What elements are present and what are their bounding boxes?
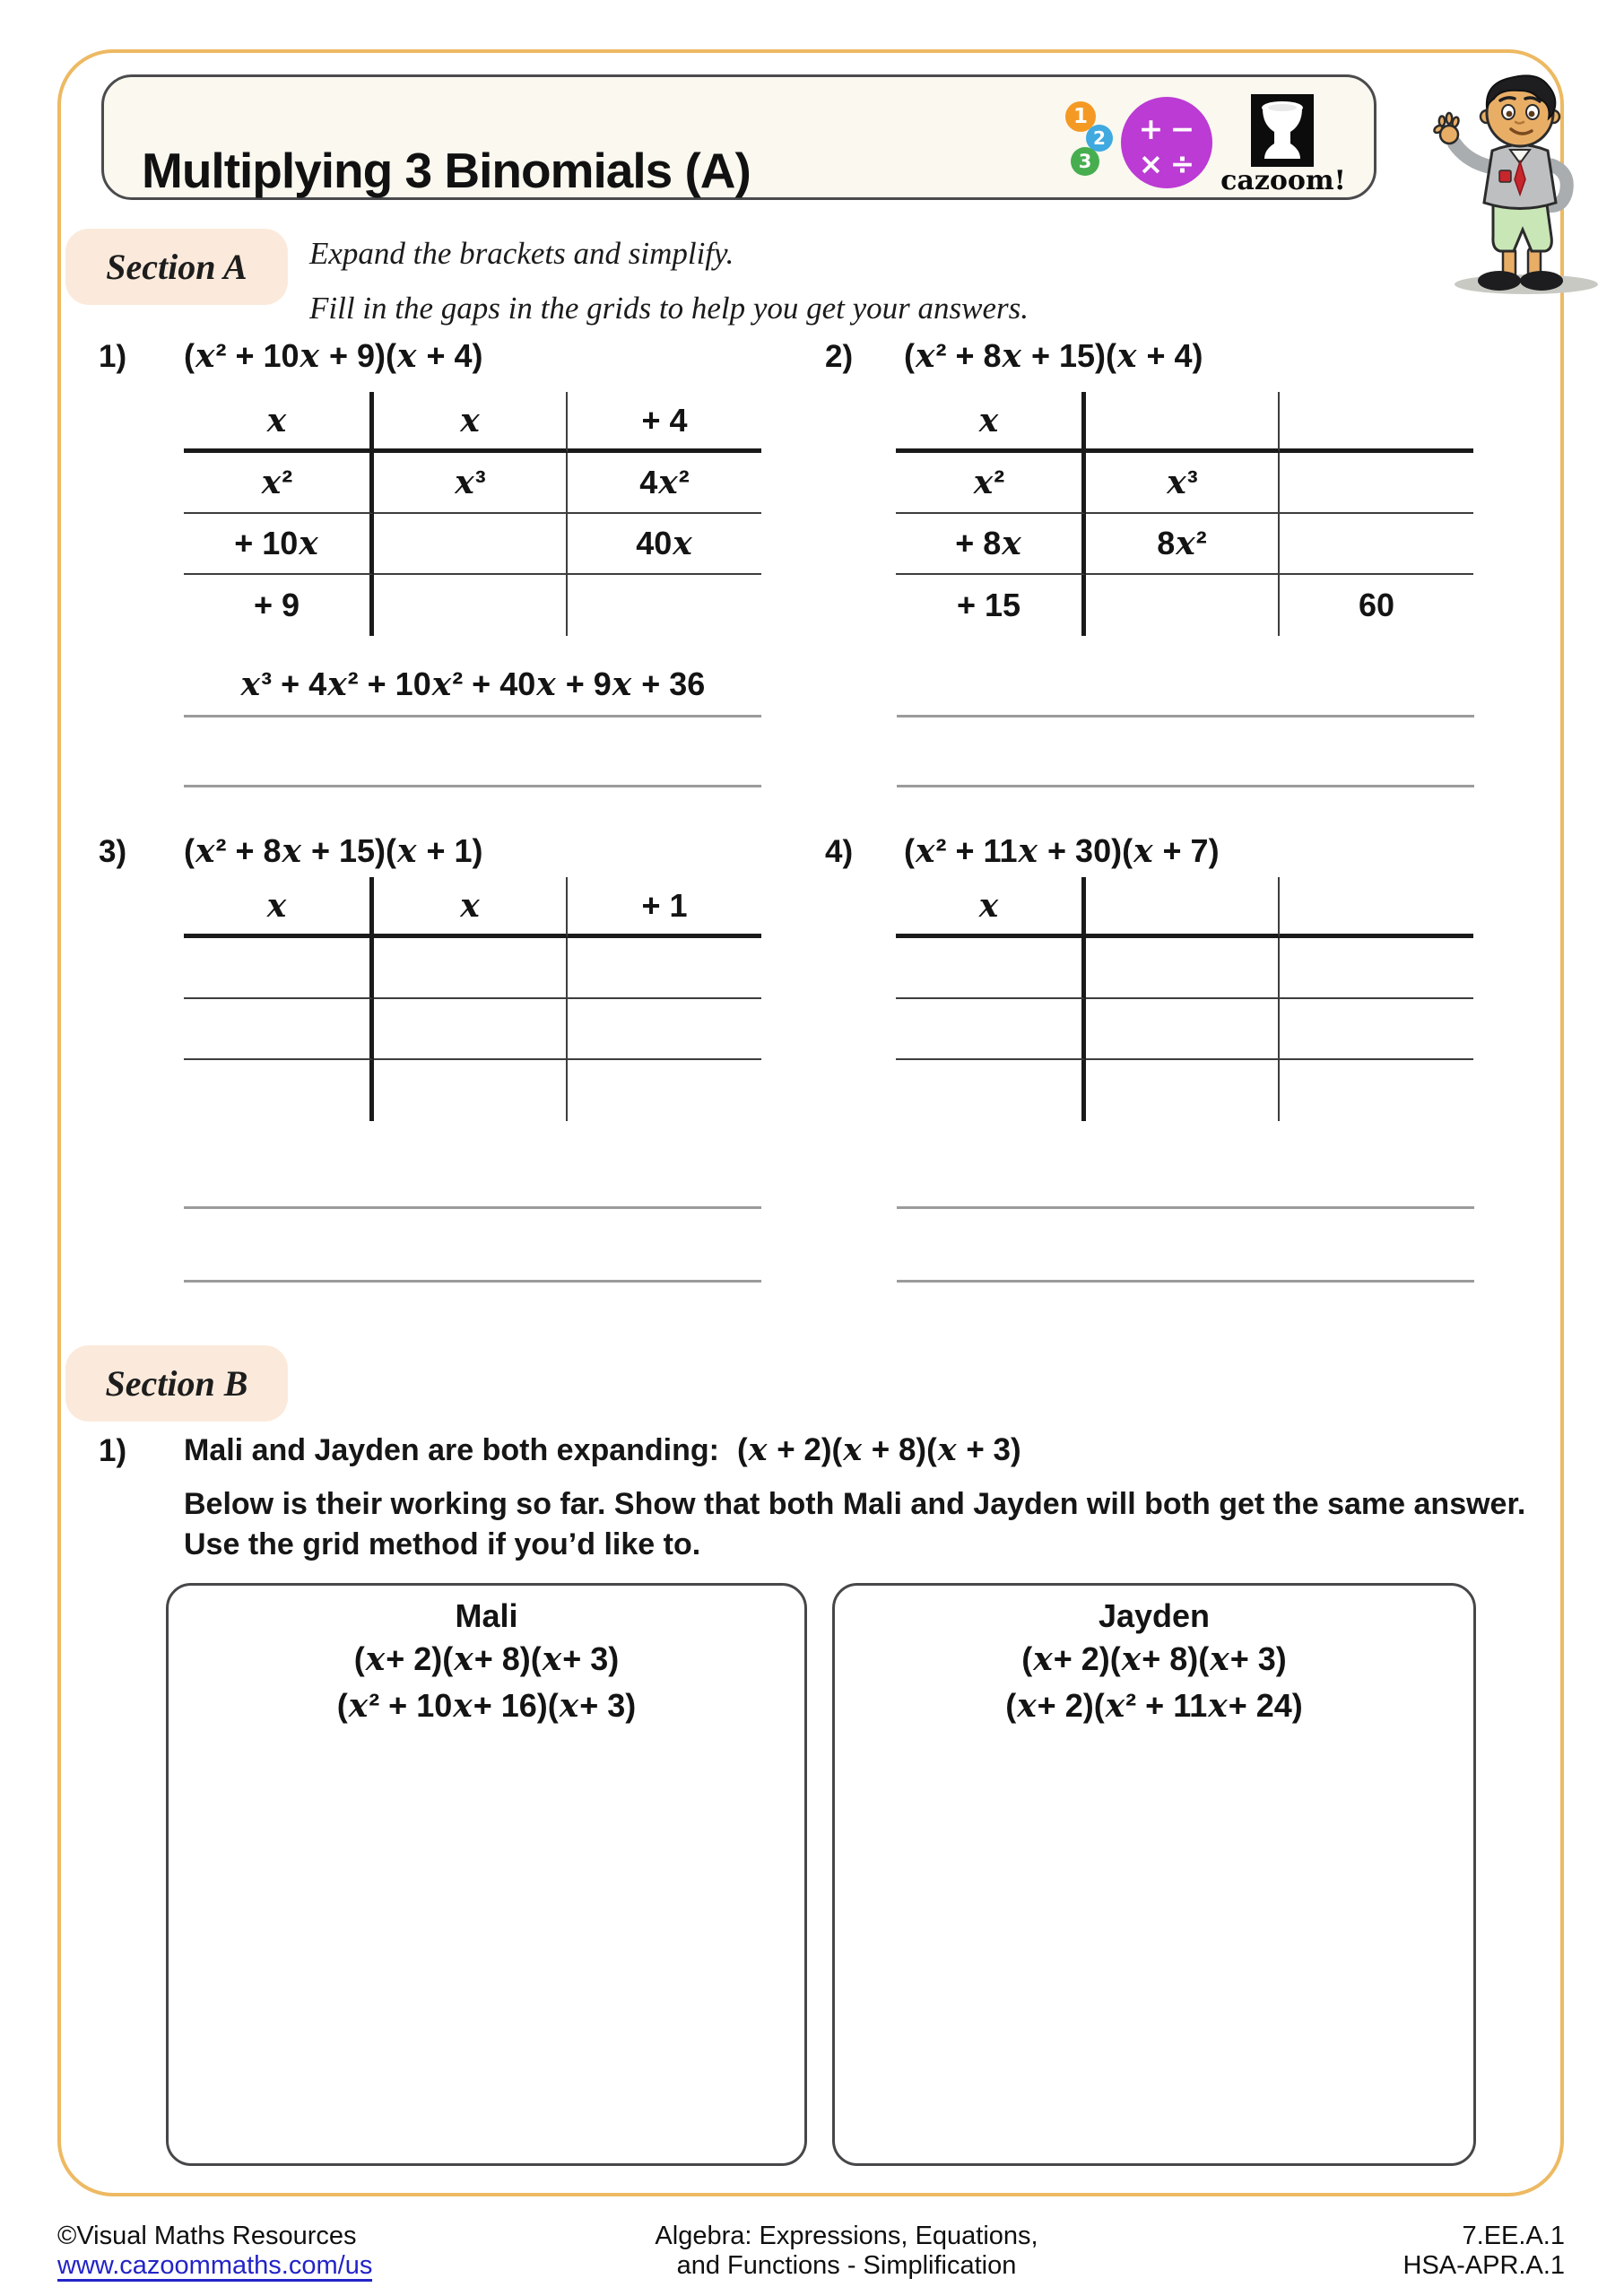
problem-2-expression: (x² + 8x + 15)(x + 4): [904, 337, 1203, 375]
grid-corner-label: x: [896, 877, 1086, 938]
grid-row-label: [184, 938, 374, 999]
grid-col-header: + 4: [568, 392, 761, 453]
footer-standard-line-1: 7.EE.A.1: [1462, 2222, 1565, 2250]
working-line: ( x + 2)( x + 8)( x + 3): [1021, 1640, 1287, 1678]
grid-cell: [1280, 1060, 1473, 1121]
grid-cell: [1280, 514, 1473, 575]
section-b-body-line-2: Use the grid method if you’d like to.: [184, 1527, 701, 1561]
grid-cell: [1086, 1060, 1280, 1121]
section-b-intro-expression: (x + 2)(x + 8)(x + 3): [737, 1431, 1021, 1468]
grid-col-header: [1086, 392, 1280, 453]
problem-3-grid: [184, 877, 761, 1121]
footer-center: [533, 2222, 1160, 2281]
grid-cell: [1086, 999, 1280, 1060]
section-b-intro-row: [184, 1431, 1021, 1468]
badge-number-1-icon: 1: [1065, 101, 1096, 132]
grid-cell: [568, 575, 761, 636]
problem-1-expression: (x² + 10x + 9)(x + 4): [184, 337, 483, 375]
grid-row-label: [896, 999, 1086, 1060]
section-b-chip: [65, 1345, 288, 1422]
problem-2-grid: [896, 392, 1473, 636]
answer-line: [184, 785, 761, 787]
grid-cell: [374, 1060, 568, 1121]
student-name: Jayden: [1098, 1597, 1211, 1634]
working-line: ( x + 2)( x ² + 11 x + 24): [1005, 1687, 1303, 1725]
section-b-intro-text: Mali and Jayden are both expanding:: [184, 1433, 719, 1467]
footer-subject-line-1: Algebra: Expressions, Equations,: [655, 2222, 1038, 2250]
footer-subject-line-2: and Functions - Simplification: [676, 2251, 1017, 2280]
grid-row-label: + 8 x: [896, 514, 1086, 575]
grid-row-label: x ²: [184, 453, 374, 514]
grid-col-header: x: [374, 877, 568, 938]
problem-4-expression: (x² + 11x + 30)(x + 7): [904, 832, 1220, 870]
section-a-instructions: [309, 226, 1029, 335]
grid-row-label: + 15: [896, 575, 1086, 636]
section-b-body-line-1: Below is their working so far. Show that both Mali and Jayden will both get the same answer.: [184, 1487, 1526, 1521]
problem-4-grid: [896, 877, 1473, 1121]
footer-copyright: ©Visual Maths Resources: [57, 2222, 357, 2250]
answer-line: [897, 715, 1474, 718]
grid-cell: 4 x ²: [568, 453, 761, 514]
footer-left: [57, 2222, 372, 2282]
mascot-boy-illustration: [1424, 61, 1612, 299]
instruction-line-2: Fill in the gaps in the grids to help you get your answers.: [309, 291, 1029, 326]
answer-line: [897, 1280, 1474, 1283]
grid-cell: 40 x: [568, 514, 761, 575]
grid-col-header: [1280, 877, 1473, 938]
grid-cell: 60: [1358, 587, 1395, 623]
footer-standard-line-2: HSA-APR.A.1: [1403, 2251, 1565, 2280]
mali-working-card: [166, 1583, 807, 2166]
brand-logo-text: cazoom!: [1220, 165, 1346, 196]
answer-line: [184, 715, 761, 718]
grid-row-label: [184, 1060, 374, 1121]
answer-line: [897, 1206, 1474, 1209]
grid-cell: [1280, 999, 1473, 1060]
badge-number-2-icon: 2: [1086, 125, 1113, 152]
problem-2-number: 2): [825, 339, 854, 374]
header-bar: [101, 74, 1376, 200]
grid-corner-label: x: [896, 392, 1086, 453]
grid-cell: [568, 999, 761, 1060]
grid-row-label: [896, 1060, 1086, 1121]
jayden-working-card: [832, 1583, 1476, 2166]
grid-cell: 8 x ²: [1086, 514, 1280, 575]
problem-1-number: 1): [99, 339, 127, 374]
grid-row-label: [184, 999, 374, 1060]
answer-line: [897, 785, 1474, 787]
grid-corner-label: x: [184, 392, 374, 453]
grid-cell: [1280, 453, 1473, 514]
grid-row-label: x ²: [896, 453, 1086, 514]
grid-cell: [1280, 938, 1473, 999]
student-name: Mali: [455, 1597, 518, 1634]
problem-1-answer: x³ + 4x² + 10x² + 40x + 9x + 36: [240, 665, 706, 703]
section-a-chip: [65, 229, 288, 305]
section-b-label: Section B: [105, 1363, 248, 1404]
grid-row-label: + 10 x: [184, 514, 374, 575]
badge-number-3-icon: 3: [1071, 147, 1099, 176]
problem-4-number: 4): [825, 834, 854, 869]
page-title: Multiplying 3 Binomials (A): [142, 142, 751, 198]
plus-icon: +: [1138, 111, 1164, 146]
working-line: ( x ² + 10 x + 16)( x + 3): [336, 1687, 637, 1725]
divide-icon: ÷: [1169, 146, 1195, 181]
footer-right: [1403, 2222, 1566, 2281]
grid-cell: [374, 575, 568, 636]
grid-cell: [374, 999, 568, 1060]
section-a-label: Section A: [106, 247, 248, 287]
answer-line: [184, 1280, 761, 1283]
grid-row-label: [896, 938, 1086, 999]
grid-col-header: + 1: [568, 877, 761, 938]
answer-line: [184, 1206, 761, 1209]
minus-icon: −: [1169, 111, 1195, 146]
grid-cell: x ³: [1086, 453, 1280, 514]
grid-row-label: + 9: [184, 575, 374, 636]
grid-col-header: x: [374, 392, 568, 453]
grid-cell: x ³: [374, 453, 568, 514]
grid-cell: [374, 938, 568, 999]
problem-3-expression: (x² + 8x + 15)(x + 1): [184, 832, 483, 870]
grid-cell: [568, 1060, 761, 1121]
problem-3-number: 3): [99, 834, 127, 869]
grid-col-header: [1280, 392, 1473, 453]
multiply-icon: ×: [1138, 146, 1164, 181]
working-line: ( x + 2)( x + 8)( x + 3): [353, 1640, 620, 1678]
footer-url-link[interactable]: www.cazoommaths.com/us: [57, 2251, 373, 2280]
instruction-line-1: Expand the brackets and simplify.: [309, 236, 734, 271]
grid-corner-label: x: [184, 877, 374, 938]
grid-cell: [568, 938, 761, 999]
grid-col-header: [1086, 877, 1280, 938]
cazoom-drum-icon: [1251, 94, 1314, 167]
grid-cell: [1086, 938, 1280, 999]
grid-cell: [1086, 575, 1280, 636]
problem-1-grid: [184, 392, 761, 636]
math-operations-icon: [1121, 97, 1212, 188]
section-b-problem-number: 1): [99, 1433, 127, 1468]
grid-cell: [374, 514, 568, 575]
